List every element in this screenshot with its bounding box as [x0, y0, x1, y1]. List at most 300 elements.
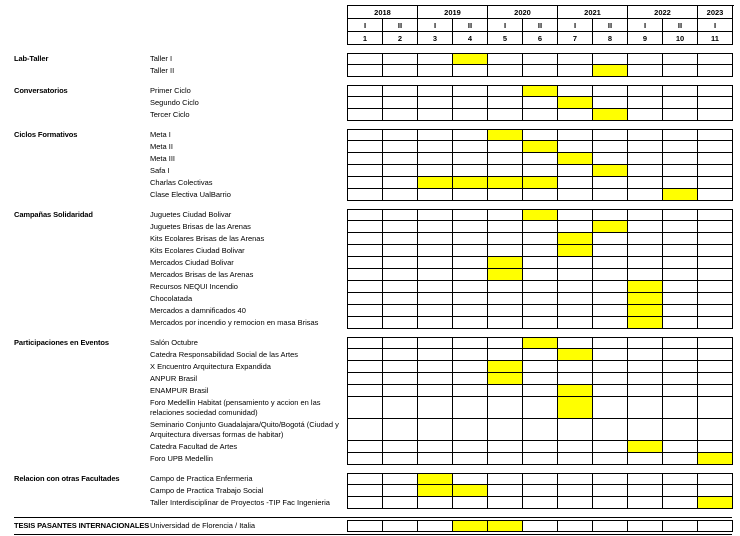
period-cell[interactable]: [593, 521, 628, 532]
period-cell[interactable]: [348, 474, 383, 485]
period-cell[interactable]: [383, 373, 418, 385]
period-cell[interactable]: [523, 130, 558, 141]
period-cell[interactable]: [628, 153, 663, 165]
period-cell[interactable]: [348, 485, 383, 497]
period-cell[interactable]: [593, 233, 628, 245]
period-cell[interactable]: [488, 397, 523, 419]
period-cell[interactable]: [523, 485, 558, 497]
period-cell[interactable]: [383, 521, 418, 532]
period-cell[interactable]: [348, 441, 383, 453]
period-cell[interactable]: [453, 269, 488, 281]
period-cell[interactable]: [558, 165, 593, 177]
period-cell[interactable]: [383, 497, 418, 509]
period-cell[interactable]: [453, 245, 488, 257]
period-cell[interactable]: [558, 293, 593, 305]
period-cell[interactable]: [348, 210, 383, 221]
period-cell[interactable]: [418, 317, 453, 329]
period-cell[interactable]: [558, 521, 593, 532]
period-cell[interactable]: [523, 189, 558, 201]
highlighted-period-cell[interactable]: [488, 269, 523, 281]
period-cell[interactable]: [558, 338, 593, 349]
period-cell[interactable]: [488, 54, 523, 65]
period-cell[interactable]: [523, 54, 558, 65]
highlighted-period-cell[interactable]: [488, 257, 523, 269]
period-cell[interactable]: [628, 130, 663, 141]
period-cell[interactable]: [663, 257, 698, 269]
period-cell[interactable]: [628, 485, 663, 497]
period-cell[interactable]: [558, 65, 593, 77]
highlighted-period-cell[interactable]: [558, 245, 593, 257]
period-cell[interactable]: [593, 485, 628, 497]
highlighted-period-cell[interactable]: [453, 54, 488, 65]
period-cell[interactable]: [348, 305, 383, 317]
period-cell[interactable]: [348, 361, 383, 373]
period-cell[interactable]: [698, 189, 733, 201]
period-cell[interactable]: [488, 338, 523, 349]
period-cell[interactable]: [453, 373, 488, 385]
period-cell[interactable]: [453, 293, 488, 305]
period-cell[interactable]: [698, 141, 733, 153]
period-cell[interactable]: [453, 349, 488, 361]
period-cell[interactable]: [523, 497, 558, 509]
period-cell[interactable]: [558, 419, 593, 441]
period-cell[interactable]: [593, 441, 628, 453]
period-cell[interactable]: [523, 269, 558, 281]
period-cell[interactable]: [628, 177, 663, 189]
period-cell[interactable]: [418, 165, 453, 177]
period-cell[interactable]: [523, 317, 558, 329]
period-cell[interactable]: [453, 361, 488, 373]
period-cell[interactable]: [488, 305, 523, 317]
period-cell[interactable]: [523, 245, 558, 257]
period-cell[interactable]: [348, 349, 383, 361]
period-cell[interactable]: [453, 86, 488, 97]
period-cell[interactable]: [453, 65, 488, 77]
period-cell[interactable]: [348, 141, 383, 153]
period-cell[interactable]: [628, 338, 663, 349]
period-cell[interactable]: [663, 453, 698, 465]
period-cell[interactable]: [558, 86, 593, 97]
period-cell[interactable]: [348, 65, 383, 77]
period-cell[interactable]: [488, 485, 523, 497]
period-cell[interactable]: [453, 221, 488, 233]
highlighted-period-cell[interactable]: [558, 233, 593, 245]
period-cell[interactable]: [628, 65, 663, 77]
period-cell[interactable]: [628, 361, 663, 373]
period-cell[interactable]: [628, 210, 663, 221]
period-cell[interactable]: [698, 65, 733, 77]
period-cell[interactable]: [628, 474, 663, 485]
highlighted-period-cell[interactable]: [453, 521, 488, 532]
period-cell[interactable]: [488, 317, 523, 329]
period-cell[interactable]: [453, 281, 488, 293]
period-cell[interactable]: [523, 361, 558, 373]
period-cell[interactable]: [418, 130, 453, 141]
period-cell[interactable]: [383, 165, 418, 177]
period-cell[interactable]: [453, 165, 488, 177]
period-cell[interactable]: [348, 245, 383, 257]
period-cell[interactable]: [418, 153, 453, 165]
highlighted-period-cell[interactable]: [418, 474, 453, 485]
period-cell[interactable]: [523, 233, 558, 245]
period-cell[interactable]: [558, 373, 593, 385]
highlighted-period-cell[interactable]: [593, 165, 628, 177]
period-cell[interactable]: [698, 397, 733, 419]
highlighted-period-cell[interactable]: [453, 485, 488, 497]
period-cell[interactable]: [523, 441, 558, 453]
period-cell[interactable]: [663, 317, 698, 329]
highlighted-period-cell[interactable]: [628, 441, 663, 453]
period-cell[interactable]: [698, 293, 733, 305]
period-cell[interactable]: [523, 65, 558, 77]
period-cell[interactable]: [663, 177, 698, 189]
period-cell[interactable]: [383, 86, 418, 97]
period-cell[interactable]: [383, 385, 418, 397]
period-cell[interactable]: [348, 233, 383, 245]
period-cell[interactable]: [383, 189, 418, 201]
period-cell[interactable]: [383, 245, 418, 257]
period-cell[interactable]: [698, 361, 733, 373]
period-cell[interactable]: [698, 385, 733, 397]
period-cell[interactable]: [523, 257, 558, 269]
period-cell[interactable]: [663, 485, 698, 497]
period-cell[interactable]: [383, 233, 418, 245]
period-cell[interactable]: [488, 210, 523, 221]
period-cell[interactable]: [418, 521, 453, 532]
period-cell[interactable]: [593, 317, 628, 329]
period-cell[interactable]: [663, 419, 698, 441]
period-cell[interactable]: [523, 109, 558, 121]
highlighted-period-cell[interactable]: [523, 210, 558, 221]
period-cell[interactable]: [418, 65, 453, 77]
period-cell[interactable]: [593, 385, 628, 397]
period-cell[interactable]: [628, 97, 663, 109]
period-cell[interactable]: [348, 397, 383, 419]
highlighted-period-cell[interactable]: [628, 317, 663, 329]
period-cell[interactable]: [488, 189, 523, 201]
period-cell[interactable]: [628, 257, 663, 269]
period-cell[interactable]: [383, 210, 418, 221]
period-cell[interactable]: [593, 130, 628, 141]
period-cell[interactable]: [453, 385, 488, 397]
period-cell[interactable]: [418, 54, 453, 65]
period-cell[interactable]: [453, 453, 488, 465]
period-cell[interactable]: [348, 165, 383, 177]
period-cell[interactable]: [628, 349, 663, 361]
period-cell[interactable]: [453, 305, 488, 317]
period-cell[interactable]: [488, 441, 523, 453]
period-cell[interactable]: [663, 385, 698, 397]
period-cell[interactable]: [698, 373, 733, 385]
period-cell[interactable]: [698, 54, 733, 65]
period-cell[interactable]: [593, 338, 628, 349]
period-cell[interactable]: [348, 109, 383, 121]
period-cell[interactable]: [523, 349, 558, 361]
period-cell[interactable]: [558, 497, 593, 509]
period-cell[interactable]: [558, 109, 593, 121]
period-cell[interactable]: [348, 177, 383, 189]
period-cell[interactable]: [383, 453, 418, 465]
period-cell[interactable]: [593, 141, 628, 153]
period-cell[interactable]: [348, 317, 383, 329]
period-cell[interactable]: [488, 221, 523, 233]
period-cell[interactable]: [523, 305, 558, 317]
period-cell[interactable]: [488, 281, 523, 293]
highlighted-period-cell[interactable]: [488, 361, 523, 373]
period-cell[interactable]: [523, 385, 558, 397]
period-cell[interactable]: [488, 419, 523, 441]
period-cell[interactable]: [418, 305, 453, 317]
period-cell[interactable]: [453, 233, 488, 245]
period-cell[interactable]: [418, 221, 453, 233]
highlighted-period-cell[interactable]: [628, 281, 663, 293]
period-cell[interactable]: [558, 130, 593, 141]
period-cell[interactable]: [698, 221, 733, 233]
highlighted-period-cell[interactable]: [558, 397, 593, 419]
period-cell[interactable]: [663, 474, 698, 485]
period-cell[interactable]: [698, 130, 733, 141]
period-cell[interactable]: [663, 441, 698, 453]
period-cell[interactable]: [453, 257, 488, 269]
period-cell[interactable]: [698, 281, 733, 293]
period-cell[interactable]: [663, 397, 698, 419]
period-cell[interactable]: [418, 441, 453, 453]
period-cell[interactable]: [698, 177, 733, 189]
period-cell[interactable]: [663, 165, 698, 177]
period-cell[interactable]: [383, 97, 418, 109]
period-cell[interactable]: [593, 210, 628, 221]
period-cell[interactable]: [698, 305, 733, 317]
period-cell[interactable]: [488, 293, 523, 305]
period-cell[interactable]: [383, 130, 418, 141]
period-cell[interactable]: [383, 153, 418, 165]
period-cell[interactable]: [453, 474, 488, 485]
highlighted-period-cell[interactable]: [558, 153, 593, 165]
period-cell[interactable]: [488, 233, 523, 245]
period-cell[interactable]: [523, 221, 558, 233]
period-cell[interactable]: [383, 177, 418, 189]
highlighted-period-cell[interactable]: [418, 485, 453, 497]
highlighted-period-cell[interactable]: [523, 177, 558, 189]
period-cell[interactable]: [558, 305, 593, 317]
period-cell[interactable]: [383, 281, 418, 293]
period-cell[interactable]: [593, 349, 628, 361]
period-cell[interactable]: [663, 86, 698, 97]
period-cell[interactable]: [558, 210, 593, 221]
period-cell[interactable]: [663, 245, 698, 257]
period-cell[interactable]: [348, 221, 383, 233]
highlighted-period-cell[interactable]: [593, 221, 628, 233]
period-cell[interactable]: [698, 317, 733, 329]
period-cell[interactable]: [663, 281, 698, 293]
period-cell[interactable]: [628, 269, 663, 281]
highlighted-period-cell[interactable]: [663, 189, 698, 201]
period-cell[interactable]: [593, 189, 628, 201]
period-cell[interactable]: [418, 109, 453, 121]
period-cell[interactable]: [663, 130, 698, 141]
period-cell[interactable]: [453, 141, 488, 153]
highlighted-period-cell[interactable]: [453, 177, 488, 189]
highlighted-period-cell[interactable]: [523, 86, 558, 97]
period-cell[interactable]: [663, 338, 698, 349]
period-cell[interactable]: [558, 361, 593, 373]
highlighted-period-cell[interactable]: [593, 109, 628, 121]
period-cell[interactable]: [593, 474, 628, 485]
period-cell[interactable]: [488, 349, 523, 361]
period-cell[interactable]: [663, 293, 698, 305]
period-cell[interactable]: [418, 338, 453, 349]
period-cell[interactable]: [628, 245, 663, 257]
highlighted-period-cell[interactable]: [558, 385, 593, 397]
period-cell[interactable]: [418, 373, 453, 385]
period-cell[interactable]: [453, 109, 488, 121]
period-cell[interactable]: [348, 54, 383, 65]
period-cell[interactable]: [698, 441, 733, 453]
period-cell[interactable]: [418, 349, 453, 361]
period-cell[interactable]: [558, 221, 593, 233]
highlighted-period-cell[interactable]: [523, 141, 558, 153]
period-cell[interactable]: [663, 233, 698, 245]
period-cell[interactable]: [418, 497, 453, 509]
period-cell[interactable]: [418, 281, 453, 293]
period-cell[interactable]: [593, 97, 628, 109]
highlighted-period-cell[interactable]: [593, 65, 628, 77]
highlighted-period-cell[interactable]: [488, 521, 523, 532]
period-cell[interactable]: [558, 474, 593, 485]
period-cell[interactable]: [663, 109, 698, 121]
period-cell[interactable]: [418, 141, 453, 153]
period-cell[interactable]: [698, 269, 733, 281]
period-cell[interactable]: [628, 233, 663, 245]
period-cell[interactable]: [558, 257, 593, 269]
period-cell[interactable]: [698, 419, 733, 441]
period-cell[interactable]: [383, 305, 418, 317]
period-cell[interactable]: [383, 269, 418, 281]
period-cell[interactable]: [628, 221, 663, 233]
period-cell[interactable]: [698, 485, 733, 497]
period-cell[interactable]: [698, 233, 733, 245]
period-cell[interactable]: [418, 86, 453, 97]
highlighted-period-cell[interactable]: [698, 453, 733, 465]
period-cell[interactable]: [418, 269, 453, 281]
period-cell[interactable]: [418, 397, 453, 419]
period-cell[interactable]: [558, 485, 593, 497]
period-cell[interactable]: [628, 373, 663, 385]
period-cell[interactable]: [418, 257, 453, 269]
period-cell[interactable]: [698, 97, 733, 109]
period-cell[interactable]: [558, 189, 593, 201]
period-cell[interactable]: [453, 189, 488, 201]
highlighted-period-cell[interactable]: [488, 373, 523, 385]
period-cell[interactable]: [593, 419, 628, 441]
period-cell[interactable]: [348, 269, 383, 281]
period-cell[interactable]: [418, 419, 453, 441]
period-cell[interactable]: [663, 497, 698, 509]
period-cell[interactable]: [383, 65, 418, 77]
period-cell[interactable]: [348, 419, 383, 441]
period-cell[interactable]: [488, 165, 523, 177]
period-cell[interactable]: [488, 385, 523, 397]
period-cell[interactable]: [663, 141, 698, 153]
period-cell[interactable]: [383, 109, 418, 121]
period-cell[interactable]: [663, 269, 698, 281]
period-cell[interactable]: [698, 474, 733, 485]
period-cell[interactable]: [593, 281, 628, 293]
highlighted-period-cell[interactable]: [628, 293, 663, 305]
period-cell[interactable]: [453, 338, 488, 349]
period-cell[interactable]: [383, 317, 418, 329]
period-cell[interactable]: [593, 257, 628, 269]
highlighted-period-cell[interactable]: [628, 305, 663, 317]
period-cell[interactable]: [418, 245, 453, 257]
period-cell[interactable]: [488, 65, 523, 77]
period-cell[interactable]: [593, 177, 628, 189]
period-cell[interactable]: [453, 317, 488, 329]
period-cell[interactable]: [348, 497, 383, 509]
period-cell[interactable]: [488, 453, 523, 465]
period-cell[interactable]: [698, 210, 733, 221]
period-cell[interactable]: [453, 419, 488, 441]
period-cell[interactable]: [488, 474, 523, 485]
period-cell[interactable]: [383, 349, 418, 361]
period-cell[interactable]: [593, 453, 628, 465]
period-cell[interactable]: [663, 54, 698, 65]
period-cell[interactable]: [698, 109, 733, 121]
period-cell[interactable]: [628, 141, 663, 153]
period-cell[interactable]: [663, 521, 698, 532]
period-cell[interactable]: [523, 521, 558, 532]
period-cell[interactable]: [663, 221, 698, 233]
period-cell[interactable]: [628, 397, 663, 419]
period-cell[interactable]: [628, 189, 663, 201]
period-cell[interactable]: [523, 165, 558, 177]
period-cell[interactable]: [348, 281, 383, 293]
period-cell[interactable]: [593, 293, 628, 305]
period-cell[interactable]: [698, 153, 733, 165]
period-cell[interactable]: [523, 474, 558, 485]
period-cell[interactable]: [348, 293, 383, 305]
period-cell[interactable]: [348, 189, 383, 201]
period-cell[interactable]: [488, 97, 523, 109]
period-cell[interactable]: [348, 257, 383, 269]
period-cell[interactable]: [348, 385, 383, 397]
period-cell[interactable]: [418, 233, 453, 245]
period-cell[interactable]: [663, 305, 698, 317]
period-cell[interactable]: [383, 474, 418, 485]
period-cell[interactable]: [523, 373, 558, 385]
period-cell[interactable]: [453, 210, 488, 221]
period-cell[interactable]: [558, 317, 593, 329]
period-cell[interactable]: [698, 245, 733, 257]
period-cell[interactable]: [488, 153, 523, 165]
highlighted-period-cell[interactable]: [523, 338, 558, 349]
period-cell[interactable]: [418, 361, 453, 373]
period-cell[interactable]: [348, 521, 383, 532]
period-cell[interactable]: [348, 86, 383, 97]
period-cell[interactable]: [418, 97, 453, 109]
period-cell[interactable]: [663, 210, 698, 221]
period-cell[interactable]: [593, 153, 628, 165]
period-cell[interactable]: [698, 165, 733, 177]
period-cell[interactable]: [383, 485, 418, 497]
highlighted-period-cell[interactable]: [558, 97, 593, 109]
highlighted-period-cell[interactable]: [698, 497, 733, 509]
period-cell[interactable]: [383, 397, 418, 419]
period-cell[interactable]: [523, 281, 558, 293]
period-cell[interactable]: [453, 130, 488, 141]
period-cell[interactable]: [488, 141, 523, 153]
period-cell[interactable]: [593, 373, 628, 385]
